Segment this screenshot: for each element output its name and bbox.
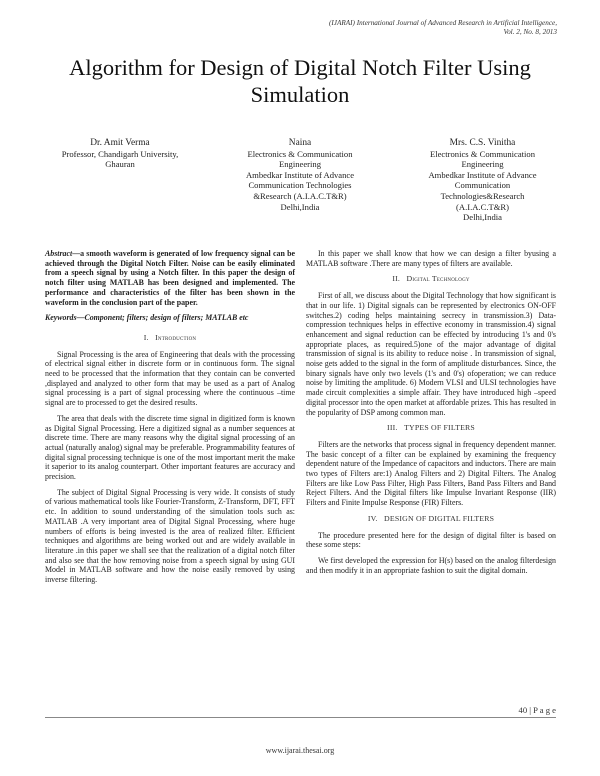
- section-heading-introduction: [45, 333, 295, 343]
- author-affiliation-line: Ambedkar Institute of Advance: [245, 169, 355, 180]
- left-column: [45, 249, 295, 591]
- digital-technology-paragraph: First of all, we discuss about the Digital Technology that how significant is that in our life. 1) Digital signals can be represented by electronics ON-OFF switches.2) coding helps maintaining secrecy in transmission.3) Data-compression techniques helps in effective economy in transmission.4) signal enhancement and signal reduction can be effected by introducing 1's and 0's appropriate places, as required.5)one of the major advantage of digital transmission of signal is its ability to reduce noise . In transmission of signal, noise gets added to the signal in the form of amplitude disturbances. Since, the binary signals have only two levels (1's and 0's) ofoperation; we can reduce noise by limiting the amplitude. 6) Modern VLSI and ULSI technologies have made circuit complexities a simple affair. They have introduced high –speed digital processor into the open market at affordable prizes. This has resulted in the popularity of DSP among common man.: [306, 291, 556, 417]
- abstract-label: Abstract: [45, 249, 73, 258]
- author-affiliation-line: Communication: [454, 180, 511, 191]
- section-heading-design-of-digital-filters: [306, 514, 556, 524]
- paper-title-line-1: Algorithm for Design of Digital Notch Filter Using: [69, 55, 531, 80]
- abstract: [45, 249, 295, 307]
- intro-paragraph-3: The subject of Digital Signal Processing is very wide. It consists of study of various mathematical tools like Fourier-Transform, Z-Transform, DFT, FFT etc. In addition to sound understanding of the simulation tools such as: MATLAB .A very important area of Digital Signal Processing, where huge numbers of efforts is being invested is the area of realized filter. Efficient techniques and algorithms are being worked out and are widely available in literature .in this paper we shall see that the realization of a digital notch filter and also see that the how removing noise from a speech signal by using GUI Model in MATLAB software and how the noise easily removed by using inverse filtering.: [45, 487, 295, 585]
- abstract-text: —a smooth waveform is generated of low frequency signal can be achieved through the Digital Notch Filter. Noise can be easily eliminated from a speech signal by using a Notch filter. In this paper the design of notch filter using MATLAB has been designed and implemented. The performance and characteristics of the filter has been shown in the waveform in the conclusion part of the paper.: [45, 249, 295, 307]
- author-affiliation-line: Electronics & Communication: [429, 148, 535, 159]
- author-affiliation-line: Technologies&Research: [440, 190, 525, 201]
- intro-paragraph-2: The area that deals with the discrete time signal in digitized form is known as Digital Signal Processing. Here a digitized signal as a number sequences at discrete time. There are many reasons why the digital signal processing of an actual (naturally analog) signal may be preferable. Programmability features of digital signal processing technique is one of the most important merit the make it saperior to its analog counterpart. Other important features are accuracy and precision.: [45, 413, 295, 482]
- types-of-filters-paragraph: Filters are the networks that process signal in frequency dependent manner. The basic concept of a filter can be explained by examining the frequency dependent nature of the Impedance of capacitors and inductors. There are main two types of Filters are:1) Analog Filters and 2) Digital Filters. The Analog Filters are like Low Pass Filter, High Pass Filters, Band Pass Filters and Band Reject Filters. And the Digital filters like Impulse Invariant Response (IIR) Filters and Finite Impulse Response (FIR) Filters.: [306, 439, 556, 508]
- author-affiliation-line: Engineering: [461, 159, 504, 170]
- section-number: I.: [143, 332, 149, 342]
- section-number: IV.: [367, 513, 378, 523]
- author-name: Mrs. C.S. Vinitha: [449, 138, 516, 148]
- footer-divider: [45, 717, 556, 718]
- section-title: DESIGN OF DIGITAL FILTERS: [384, 513, 495, 523]
- author-affiliation-line: Ambedkar Institute of Advance: [428, 169, 537, 180]
- author-block-1: [38, 138, 202, 170]
- footer-url: www.ijarai.thesai.org: [265, 746, 335, 755]
- author-affiliation-line: Communication Technologies: [248, 180, 352, 191]
- author-name: Naina: [288, 138, 312, 148]
- journal-header-line-1: (IJARAI) International Journal of Advanced Research in Artificial Intelligence,: [328, 19, 557, 27]
- intro-paragraph-4: In this paper we shall know that how we can design a filter byusing a MATLAB software .There are many types of filters are available.: [306, 249, 556, 268]
- intro-paragraph-1: Signal Processing is the area of Engineering that deals with the processing of electrical signal either in discrete form or in continuous form. The signal need to be processed that the information that they contain can be converted ,displayed and analyzed to other form that may be used as a part of Analog signal processing is a part of signal processing where the continuous –time signal are to processed to get the desired results.: [45, 349, 295, 408]
- section-number: III.: [387, 423, 398, 433]
- design-paragraph-1: The procedure presented here for the design of digital filter is based on these some steps:: [306, 530, 556, 550]
- section-number: II.: [392, 274, 401, 284]
- section-title: Introduction: [155, 332, 197, 342]
- right-column: [306, 249, 556, 581]
- paper-title: [40, 54, 560, 108]
- author-affiliation-line: (A.I.A.C.T&R): [456, 201, 509, 212]
- author-name: Dr. Amit Verma: [90, 138, 150, 148]
- author-affiliation-line: Delhi,India: [463, 212, 502, 223]
- author-affiliation-line: Professor, Chandigarh University,: [61, 148, 179, 159]
- paper-title-line-2: Simulation: [250, 82, 350, 107]
- author-block-3: [400, 138, 565, 223]
- author-affiliation-line: Ghauran: [105, 159, 135, 170]
- journal-header-line-2: Vol. 2, No. 8, 2013: [503, 28, 557, 37]
- author-affiliation-line: Engineering: [279, 159, 321, 170]
- author-affiliation-line: &Research (A.I.A.C.T&R): [253, 190, 347, 201]
- keywords: Keywords—Component; filters; design of filters; MATLAB etc: [45, 313, 249, 323]
- author-block-2: [225, 138, 375, 212]
- section-title: Digital Technology: [406, 274, 470, 284]
- author-affiliation-line: Electronics & Communication: [247, 148, 353, 159]
- design-paragraph-2: We first developed the expression for H(s) based on the analog filterdesign and then modify it in an appropriate fashion to suit the digital domain.: [306, 555, 556, 575]
- author-affiliation-line: Delhi,India: [280, 201, 320, 212]
- journal-header: [237, 19, 557, 37]
- section-heading-digital-technology: [306, 274, 556, 284]
- page-number: 40 | P a g e: [518, 705, 556, 715]
- section-title: TYPES OF FILTERS: [404, 423, 475, 433]
- section-heading-types-of-filters: [306, 423, 556, 433]
